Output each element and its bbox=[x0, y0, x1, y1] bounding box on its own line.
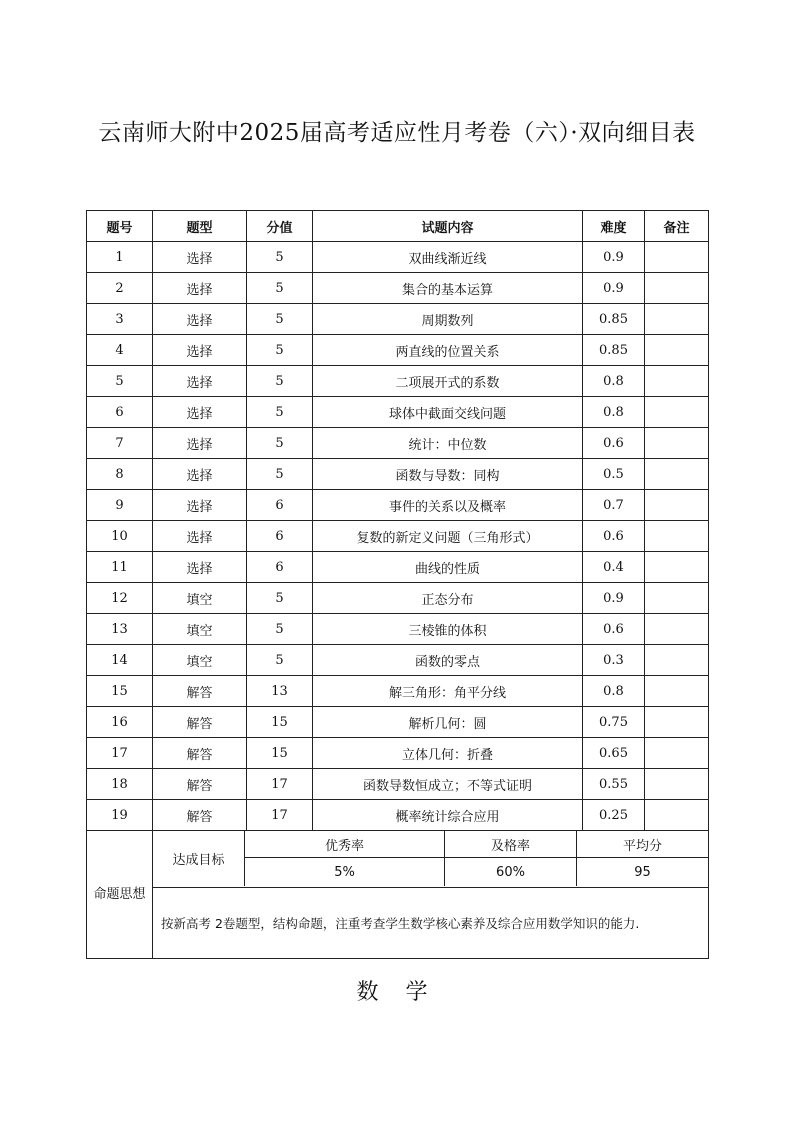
excellent-label: 优秀率 bbox=[245, 831, 445, 858]
cell-remark bbox=[645, 459, 709, 490]
cell-remark bbox=[645, 583, 709, 614]
cell-no: 19 bbox=[87, 800, 153, 831]
cell-difficulty: 0.9 bbox=[583, 273, 645, 304]
cell-type: 选择 bbox=[153, 459, 247, 490]
cell-content: 曲线的性质 bbox=[313, 552, 583, 583]
cell-remark bbox=[645, 304, 709, 335]
table-row bbox=[87, 800, 709, 831]
design-description-row bbox=[87, 888, 709, 959]
cell-content: 复数的新定义问题（三角形式） bbox=[313, 521, 583, 552]
cell-score: 5 bbox=[247, 273, 313, 304]
page-title: 云南师大附中2025届高考适应性月考卷（六）·双向细目表 bbox=[98, 120, 696, 146]
cell-score: 5 bbox=[247, 459, 313, 490]
cell-content: 周期数列 bbox=[313, 304, 583, 335]
cell-difficulty: 0.8 bbox=[583, 676, 645, 707]
cell-type: 填空 bbox=[153, 614, 247, 645]
cell-no: 5 bbox=[87, 366, 153, 397]
cell-content: 两直线的位置关系 bbox=[313, 335, 583, 366]
cell-remark bbox=[645, 738, 709, 769]
cell-content: 三棱锥的体积 bbox=[313, 614, 583, 645]
table-row bbox=[87, 614, 709, 645]
pass-label: 及格率 bbox=[445, 831, 577, 858]
cell-difficulty: 0.3 bbox=[583, 645, 645, 676]
table-row bbox=[87, 707, 709, 738]
table-row bbox=[87, 304, 709, 335]
cell-remark bbox=[645, 242, 709, 273]
cell-no: 3 bbox=[87, 304, 153, 335]
target-grid bbox=[153, 831, 708, 887]
cell-no: 13 bbox=[87, 614, 153, 645]
cell-content: 解三角形：角平分线 bbox=[313, 676, 583, 707]
cell-score: 5 bbox=[247, 614, 313, 645]
table-row bbox=[87, 273, 709, 304]
cell-score: 15 bbox=[247, 738, 313, 769]
cell-type: 解答 bbox=[153, 676, 247, 707]
cell-content: 函数与导数：同构 bbox=[313, 459, 583, 490]
table-row bbox=[87, 521, 709, 552]
cell-content: 概率统计综合应用 bbox=[313, 800, 583, 831]
table-row bbox=[87, 676, 709, 707]
cell-difficulty: 0.5 bbox=[583, 459, 645, 490]
goal-label: 达成目标 bbox=[153, 831, 245, 886]
cell-score: 17 bbox=[247, 769, 313, 800]
cell-remark bbox=[645, 769, 709, 800]
excellent-value: 5% bbox=[245, 858, 445, 886]
cell-no: 8 bbox=[87, 459, 153, 490]
table-row bbox=[87, 769, 709, 800]
design-description: 按新高考 2卷题型，结构命题，注重考查学生数学核心素养及综合应用数学知识的能力. bbox=[153, 888, 709, 959]
cell-content: 二项展开式的系数 bbox=[313, 366, 583, 397]
cell-remark bbox=[645, 428, 709, 459]
design-label: 命题思想 bbox=[93, 886, 146, 902]
cell-type: 填空 bbox=[153, 583, 247, 614]
cell-type: 选择 bbox=[153, 366, 247, 397]
cell-remark bbox=[645, 707, 709, 738]
cell-score: 5 bbox=[247, 645, 313, 676]
cell-difficulty: 0.55 bbox=[583, 769, 645, 800]
spec-table bbox=[86, 210, 709, 959]
cell-type: 选择 bbox=[153, 335, 247, 366]
cell-remark bbox=[645, 676, 709, 707]
cell-no: 9 bbox=[87, 490, 153, 521]
cell-content: 解析几何：圆 bbox=[313, 707, 583, 738]
design-label-cell bbox=[87, 831, 153, 959]
cell-no: 11 bbox=[87, 552, 153, 583]
cell-remark bbox=[645, 645, 709, 676]
cell-type: 选择 bbox=[153, 242, 247, 273]
design-target-row bbox=[87, 831, 709, 888]
table-row bbox=[87, 428, 709, 459]
cell-score: 6 bbox=[247, 552, 313, 583]
cell-score: 5 bbox=[247, 366, 313, 397]
cell-remark bbox=[645, 273, 709, 304]
table-row bbox=[87, 583, 709, 614]
header-remark: 备注 bbox=[645, 211, 709, 242]
header-content: 试题内容 bbox=[313, 211, 583, 242]
cell-no: 7 bbox=[87, 428, 153, 459]
cell-remark bbox=[645, 397, 709, 428]
cell-remark bbox=[645, 552, 709, 583]
cell-type: 选择 bbox=[153, 397, 247, 428]
cell-no: 16 bbox=[87, 707, 153, 738]
cell-content: 统计：中位数 bbox=[313, 428, 583, 459]
cell-difficulty: 0.6 bbox=[583, 521, 645, 552]
header-no: 题号 bbox=[87, 211, 153, 242]
cell-type: 选择 bbox=[153, 490, 247, 521]
cell-type: 解答 bbox=[153, 800, 247, 831]
cell-no: 1 bbox=[87, 242, 153, 273]
table-row bbox=[87, 738, 709, 769]
cell-score: 6 bbox=[247, 521, 313, 552]
cell-score: 17 bbox=[247, 800, 313, 831]
cell-remark bbox=[645, 335, 709, 366]
cell-score: 5 bbox=[247, 428, 313, 459]
cell-remark bbox=[645, 800, 709, 831]
cell-content: 双曲线渐近线 bbox=[313, 242, 583, 273]
cell-score: 5 bbox=[247, 304, 313, 335]
table-row bbox=[87, 242, 709, 273]
cell-difficulty: 0.6 bbox=[583, 614, 645, 645]
subject-label: 数 学 bbox=[356, 980, 438, 1005]
cell-type: 选择 bbox=[153, 273, 247, 304]
pass-value: 60% bbox=[445, 858, 577, 886]
cell-no: 17 bbox=[87, 738, 153, 769]
cell-type: 选择 bbox=[153, 304, 247, 335]
cell-no: 2 bbox=[87, 273, 153, 304]
cell-content: 函数的零点 bbox=[313, 645, 583, 676]
cell-difficulty: 0.4 bbox=[583, 552, 645, 583]
cell-remark bbox=[645, 366, 709, 397]
cell-type: 选择 bbox=[153, 428, 247, 459]
table-row bbox=[87, 366, 709, 397]
table-row bbox=[87, 397, 709, 428]
table-header-row bbox=[87, 211, 709, 242]
cell-no: 6 bbox=[87, 397, 153, 428]
cell-score: 6 bbox=[247, 490, 313, 521]
cell-no: 10 bbox=[87, 521, 153, 552]
table-row bbox=[87, 459, 709, 490]
cell-no: 12 bbox=[87, 583, 153, 614]
cell-content: 事件的关系以及概率 bbox=[313, 490, 583, 521]
cell-difficulty: 0.8 bbox=[583, 366, 645, 397]
cell-type: 解答 bbox=[153, 707, 247, 738]
cell-content: 球体中截面交线问题 bbox=[313, 397, 583, 428]
table-row bbox=[87, 645, 709, 676]
cell-score: 5 bbox=[247, 242, 313, 273]
cell-remark bbox=[645, 521, 709, 552]
cell-no: 18 bbox=[87, 769, 153, 800]
table-row bbox=[87, 335, 709, 366]
header-type: 题型 bbox=[153, 211, 247, 242]
cell-type: 解答 bbox=[153, 738, 247, 769]
cell-difficulty: 0.85 bbox=[583, 304, 645, 335]
cell-score: 5 bbox=[247, 335, 313, 366]
cell-difficulty: 0.65 bbox=[583, 738, 645, 769]
cell-difficulty: 0.25 bbox=[583, 800, 645, 831]
cell-score: 13 bbox=[247, 676, 313, 707]
cell-difficulty: 0.75 bbox=[583, 707, 645, 738]
cell-difficulty: 0.7 bbox=[583, 490, 645, 521]
cell-difficulty: 0.9 bbox=[583, 242, 645, 273]
table-row bbox=[87, 490, 709, 521]
cell-remark bbox=[645, 614, 709, 645]
header-difficulty: 难度 bbox=[583, 211, 645, 242]
cell-type: 选择 bbox=[153, 552, 247, 583]
cell-score: 5 bbox=[247, 397, 313, 428]
cell-remark bbox=[645, 490, 709, 521]
cell-content: 立体几何：折叠 bbox=[313, 738, 583, 769]
cell-difficulty: 0.6 bbox=[583, 428, 645, 459]
cell-content: 函数导数恒成立；不等式证明 bbox=[313, 769, 583, 800]
average-label: 平均分 bbox=[577, 831, 708, 858]
cell-difficulty: 0.9 bbox=[583, 583, 645, 614]
cell-type: 解答 bbox=[153, 769, 247, 800]
cell-no: 4 bbox=[87, 335, 153, 366]
cell-difficulty: 0.8 bbox=[583, 397, 645, 428]
header-score: 分值 bbox=[247, 211, 313, 242]
cell-type: 填空 bbox=[153, 645, 247, 676]
cell-no: 14 bbox=[87, 645, 153, 676]
cell-score: 15 bbox=[247, 707, 313, 738]
target-cell bbox=[153, 831, 709, 888]
cell-score: 5 bbox=[247, 583, 313, 614]
average-value: 95 bbox=[634, 864, 651, 880]
table-row bbox=[87, 552, 709, 583]
cell-no: 15 bbox=[87, 676, 153, 707]
cell-content: 集合的基本运算 bbox=[313, 273, 583, 304]
cell-difficulty: 0.85 bbox=[583, 335, 645, 366]
cell-content: 正态分布 bbox=[313, 583, 583, 614]
cell-type: 选择 bbox=[153, 521, 247, 552]
